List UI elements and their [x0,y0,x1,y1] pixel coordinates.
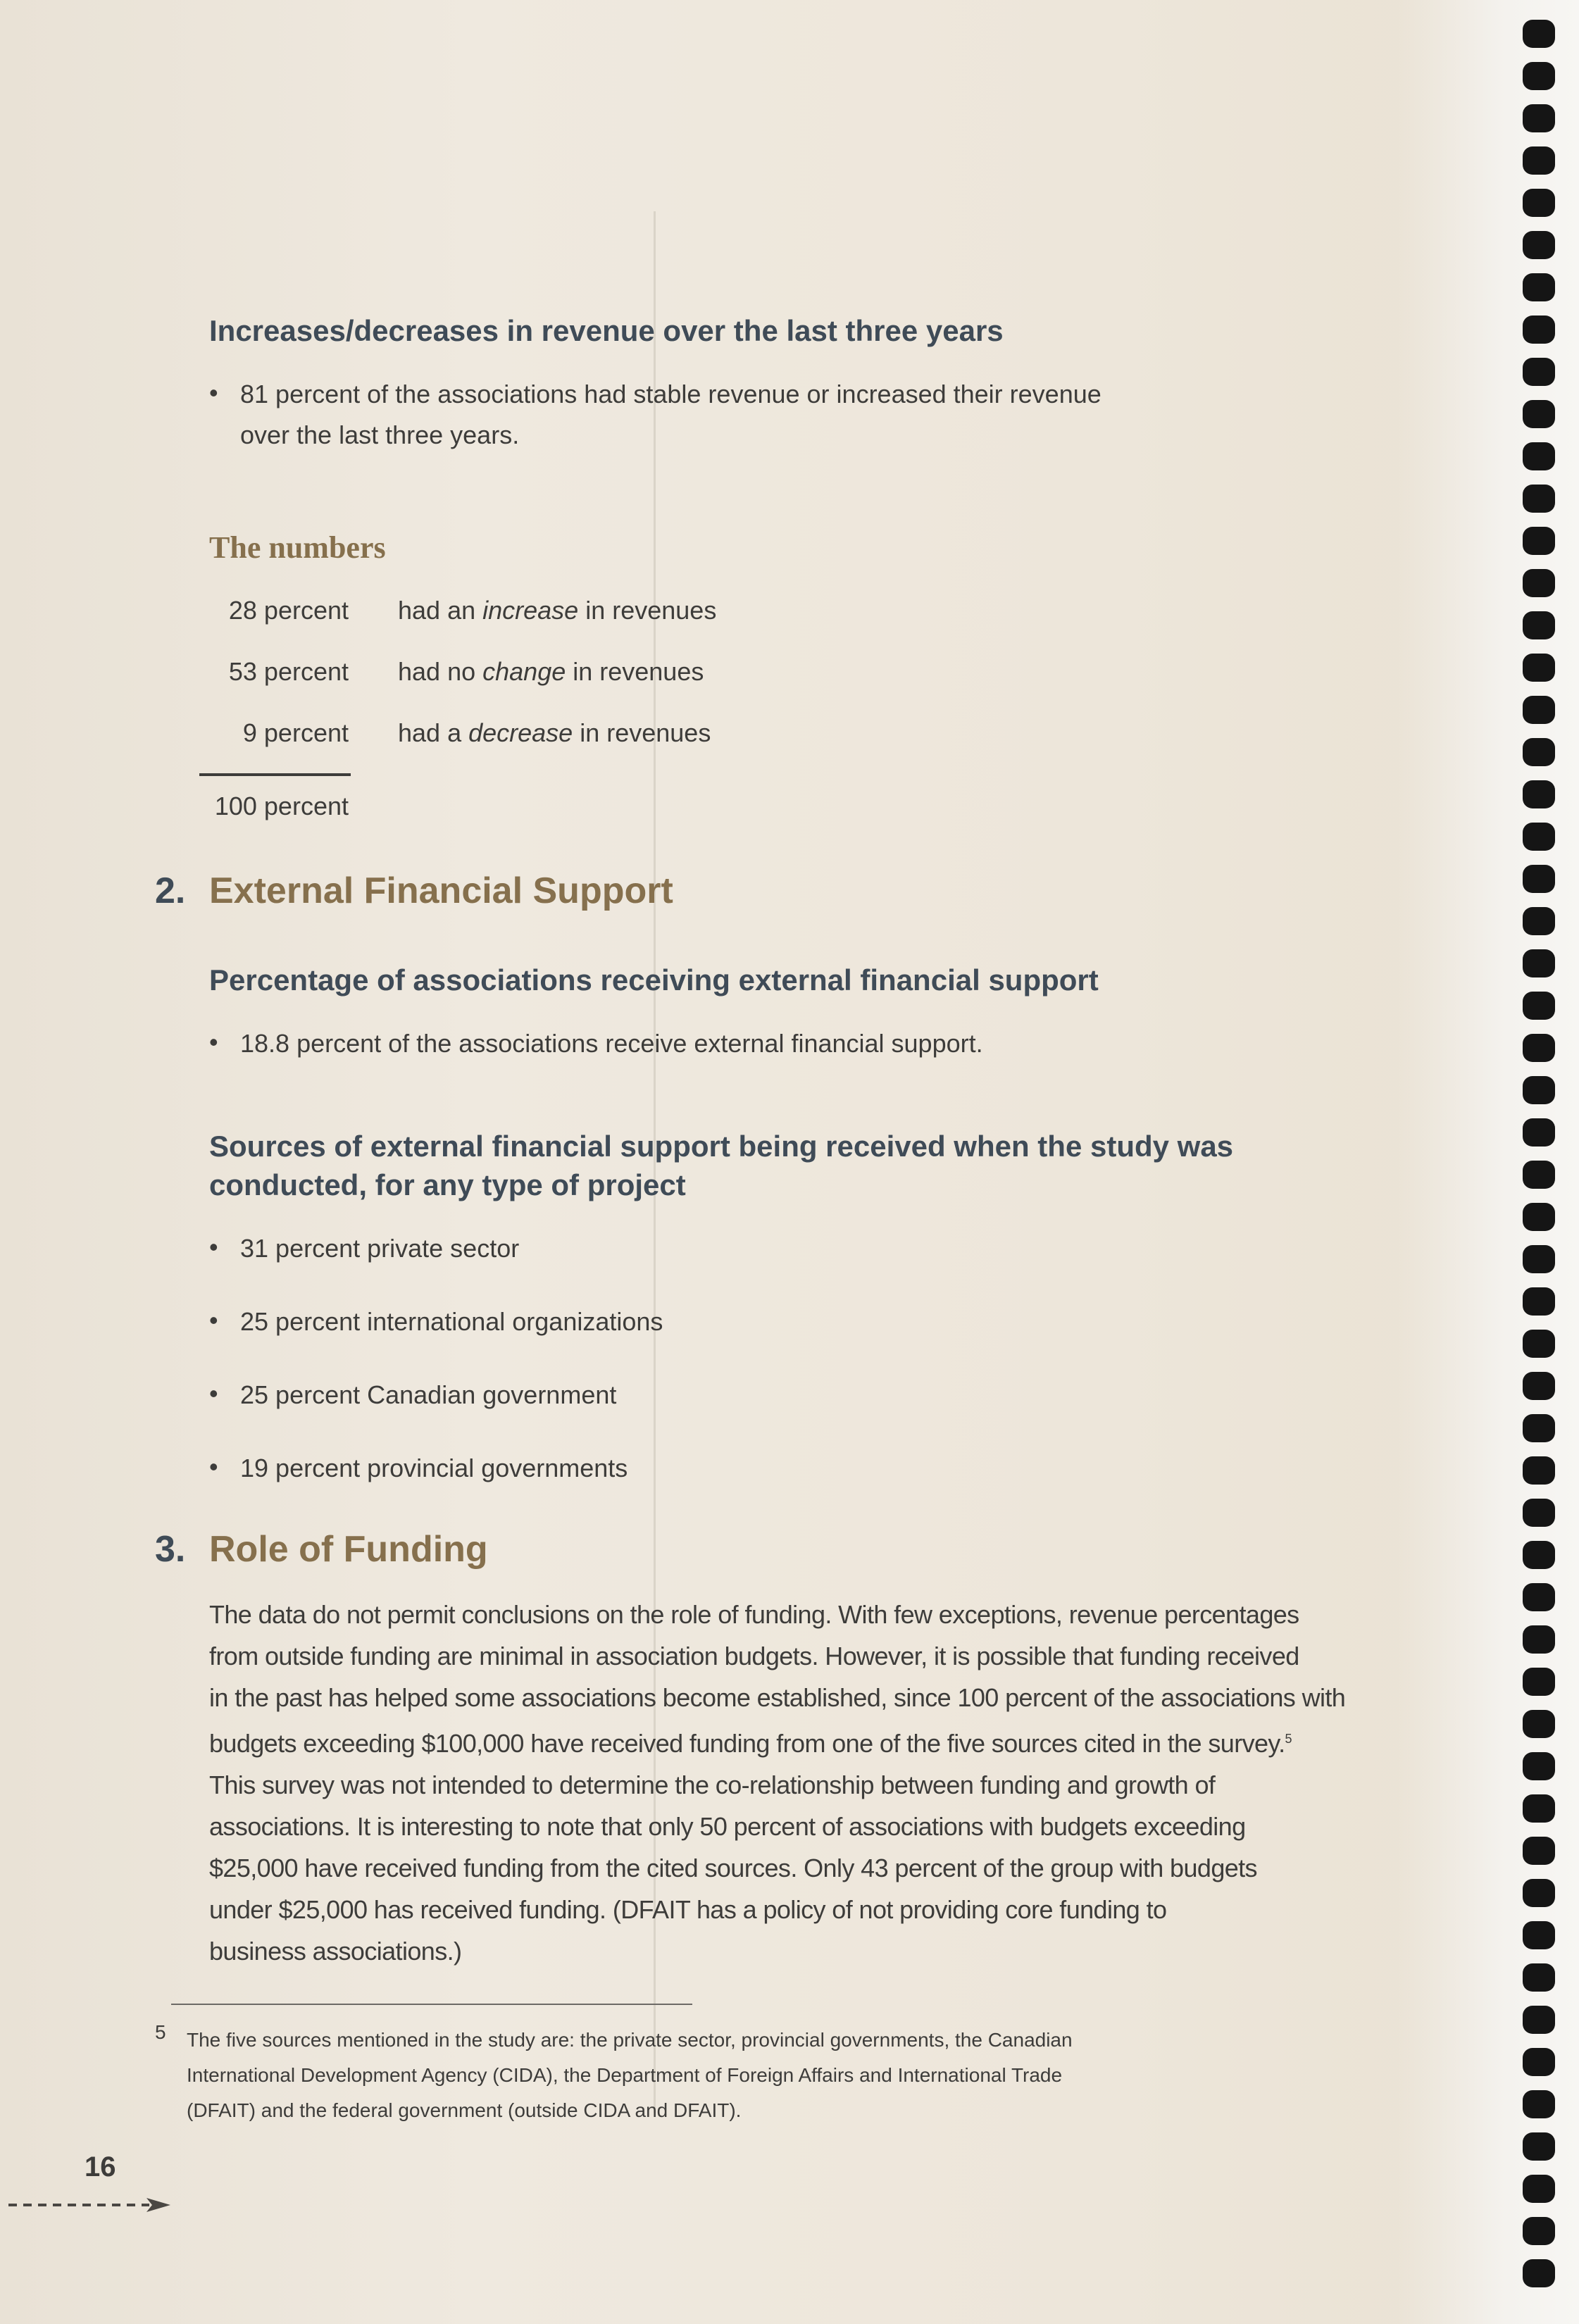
numbers-row [209,718,711,748]
binding-hole [1523,1921,1555,1949]
section-title: Role of Funding [209,1529,488,1570]
binding-hole [1523,1583,1555,1611]
bullet-text: 25 percent Canadian government [240,1380,617,1409]
binding-hole [1523,1076,1555,1104]
bullet-line: 81 percent of the associations had stable revenue or increased their revenue [240,380,1101,408]
numbers-row [209,657,704,687]
binding-hole [1523,865,1555,893]
binding-hole [1523,231,1555,259]
binding-hole [1523,1837,1555,1865]
section-number: 3. [155,1529,186,1570]
binding-hole [1523,2259,1555,2287]
binding-hole [1523,907,1555,935]
bullet-source [209,1448,1167,1489]
numbers-row [209,596,717,625]
footnote-text [187,2023,1173,2128]
binding-hole [1523,2175,1555,2203]
binding-hole [1523,1372,1555,1400]
heading-revenue-change: Increases/decreases in revenue over the last three years [209,314,1004,347]
binding-hole [1523,1499,1555,1527]
heading-line: Sources of external financial support being received when the study was [209,1130,1234,1163]
bullet-dot: • [209,1379,218,1408]
bullet-source [209,1375,1167,1416]
binding-hole [1523,316,1555,344]
binding-hole [1523,1161,1555,1189]
binding-hole [1523,696,1555,724]
bullet-text: 19 percent provincial governments [240,1454,628,1482]
binding-hole [1523,146,1555,175]
paragraph-line: budgets exceeding $100,000 have received funding from one of the five sources cited in the survey.$^5$ [209,1729,1292,1758]
binding-hole [1523,2048,1555,2076]
footnote-line: International Development Agency (CIDA), the Department of Foreign Affairs and International Trade [187,2064,1063,2086]
paragraph-line: from outside funding are minimal in association budgets. However, it is possible that funding received [209,1642,1299,1670]
numbers-total [209,792,349,821]
bullet-dot: • [209,378,218,407]
binding-hole [1523,1668,1555,1696]
binding-hole [1523,1752,1555,1780]
binding-hole [1523,1625,1555,1654]
heading-sources-of-support [209,1127,1233,1204]
section-title: External Financial Support [209,870,673,911]
binding-hole [1523,2006,1555,2034]
paragraph-line: associations. It is interesting to note that only 50 percent of associations with budgets exceeding [209,1812,1246,1841]
section-2-heading [155,870,673,912]
binding-hole [1523,738,1555,766]
bullet-line: over the last three years. [240,420,520,449]
footnote-line: (DFAIT) and the federal government (outside CIDA and DFAIT). [187,2099,742,2121]
numbers-description: had an increase in revenues [398,596,717,625]
binding-hole [1523,527,1555,555]
total-rule [199,773,351,776]
binding-hole [1523,1541,1555,1569]
binding-hole [1523,1794,1555,1823]
footnote-reference: 5 [1285,1732,1292,1746]
page-number: 16 [85,2151,116,2182]
binding-hole [1523,611,1555,639]
bullet-dot: • [209,1306,218,1335]
bullet-text: 25 percent international organizations [240,1307,663,1336]
binding-hole [1523,2132,1555,2161]
binding-hole [1523,823,1555,851]
bullet-source [209,1228,1167,1269]
paragraph-line: in the past has helped some associations become established, since 100 percent of the associations with [209,1683,1346,1712]
paragraph-line: $25,000 have received funding from the cited sources. Only 43 percent of the group with budgets [209,1854,1257,1882]
bullet-stable-revenue [209,374,1167,456]
heading-receiving-support: Percentage of associations receiving external financial support [209,963,1099,997]
bullet-text: 31 percent private sector [240,1234,520,1263]
binding-hole [1523,104,1555,132]
binding-hole [1523,273,1555,301]
binding-hole [1523,1963,1555,1992]
binding-hole [1523,189,1555,217]
footnote-number: 5 [155,2021,166,2043]
binding-hole [1523,949,1555,977]
binding-hole [1523,569,1555,597]
binding-hole [1523,358,1555,386]
binding-hole [1523,442,1555,470]
heading-line: conducted, for any type of project [209,1168,686,1201]
binding-hole [1523,1414,1555,1442]
binding-hole [1523,20,1555,48]
binding-hole [1523,1245,1555,1273]
binding-hole [1523,1330,1555,1358]
footnote-line: The five sources mentioned in the study are: the private sector, provincial governments, the Canadian [187,2029,1073,2051]
binding-hole [1523,1118,1555,1147]
binding-hole [1523,1203,1555,1231]
binding-hole [1523,992,1555,1020]
footnote-rule [171,2004,692,2005]
numbers-description: had no change in revenues [398,657,704,686]
binding-hole [1523,400,1555,428]
bullet-dot: • [209,1232,218,1261]
bullet-support-percentage [209,1023,1167,1064]
paragraph-line: under $25,000 has received funding. (DFAIT has a policy of not providing core funding to [209,1895,1167,1924]
numbers-title: The numbers [209,530,386,565]
binding-hole [1523,780,1555,808]
paragraph-line: The data do not permit conclusions on the role of funding. With few exceptions, revenue percentages [209,1600,1299,1629]
binding-hole [1523,62,1555,90]
binding-hole [1523,485,1555,513]
dashed-arrow-icon [8,2196,170,2214]
numbers-percent: 28 percent [228,596,349,625]
binding-hole [1523,1034,1555,1062]
spiral-binding [1523,20,1559,2301]
numbers-total-value: 100 percent [214,792,349,820]
binding-hole [1523,654,1555,682]
numbers-percent: 9 percent [242,718,349,747]
paragraph-line: business associations.) [209,1937,462,1966]
section-number: 2. [155,870,186,911]
bullet-dot: • [209,1452,218,1481]
binding-hole [1523,1879,1555,1907]
binding-hole [1523,2217,1555,2245]
paragraph-line: This survey was not intended to determine the co-relationship between funding and growth of [209,1770,1216,1799]
bullet-dot: • [209,1027,218,1056]
numbers-percent: 53 percent [228,657,349,686]
binding-hole [1523,1287,1555,1316]
role-of-funding-paragraph [209,1594,1346,1972]
binding-hole [1523,2090,1555,2118]
binding-hole [1523,1456,1555,1485]
section-3-heading [155,1528,488,1570]
bullet-text: 18.8 percent of the associations receive external financial support. [240,1029,983,1058]
numbers-description: had a decrease in revenues [398,718,711,747]
bullet-source [209,1301,1167,1342]
binding-hole [1523,1710,1555,1738]
